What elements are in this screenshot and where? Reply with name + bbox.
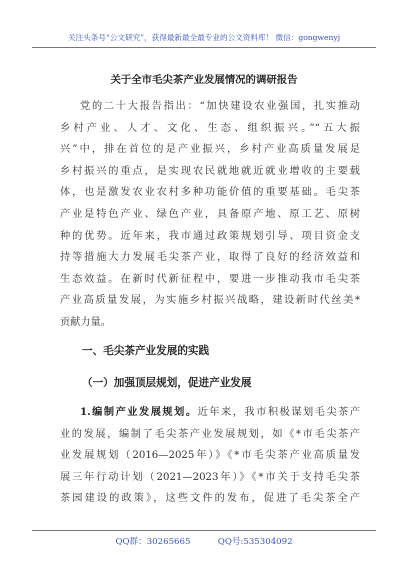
page-footer [0, 530, 408, 570]
page-header [0, 0, 408, 52]
intro-line: 持等措施大力发展毛尖茶产业，取得了良好的经济效益和 [60, 252, 360, 264]
point-paragraph [60, 402, 360, 510]
intro-line: 兴”中，排在首位的是产业振兴，乡村产业高质量发展是 [60, 144, 360, 156]
section-heading: 一、毛尖茶产业发展的实践 [82, 345, 210, 357]
intro-line: 贡献力量。 [60, 316, 111, 328]
point-first-line-text: 近年来，我市积极谋划毛尖茶产 [197, 407, 360, 418]
point-first-line [60, 402, 360, 424]
footer-divider [32, 530, 376, 531]
intro-line: 党的二十大报告指出：“加快建设农业强国，扎实推动 [80, 101, 360, 112]
header-divider [32, 47, 376, 48]
subsection-heading: （一）加强顶层规划，促进产业发展 [82, 377, 252, 389]
intro-line: 生态效益。在新时代新征程中，要进一步推动我市毛尖茶 [60, 273, 360, 285]
intro-paragraph [60, 96, 360, 334]
point-line: 茶园建设的政策》，这些文件的发布，促进了毛尖茶全产 [60, 493, 360, 505]
header-promo-text: 关注头条号“公文研究”，获得最新最全最专业的公文资料库！ 微信：gongwenyj [67, 33, 341, 42]
intro-line: 体，也是激发农业农村多种功能价值的重要基础。毛尖茶 [60, 187, 360, 199]
footer-contact-text: QQ群：30265665 QQ号:535304092 [115, 537, 293, 547]
intro-line: 产业高质量发展，为实施乡村振兴战略，建设新时代丝美* [60, 295, 360, 307]
document-title: 关于全市毛尖茶产业发展情况的调研报告 [110, 74, 298, 86]
intro-line: 乡村产业、人才、文化、生态、组织振兴。”“五大振 [60, 122, 360, 134]
intro-line: 乡村振兴的重点，是实现农民就地就近就业增收的主要载 [60, 165, 360, 177]
intro-line: 种的优势。近年来，我市通过政策规划引导、项目资金支 [60, 230, 360, 242]
point-line: 展三年行动计划（2021—2023年）》《*市关于支持毛尖茶 [60, 471, 360, 483]
intro-line: 产业是特色产业、绿色产业，具备原产地、原工艺、原树 [60, 208, 360, 220]
point-line: 业的发展，编制了毛尖茶产业发展规划，如《*市毛尖茶产 [60, 428, 360, 440]
point-line: 业发展规划（2016—2025年）》《*市毛尖茶产业高质量发 [60, 450, 360, 462]
point-label: 1.编制产业发展规划。 [80, 406, 198, 418]
